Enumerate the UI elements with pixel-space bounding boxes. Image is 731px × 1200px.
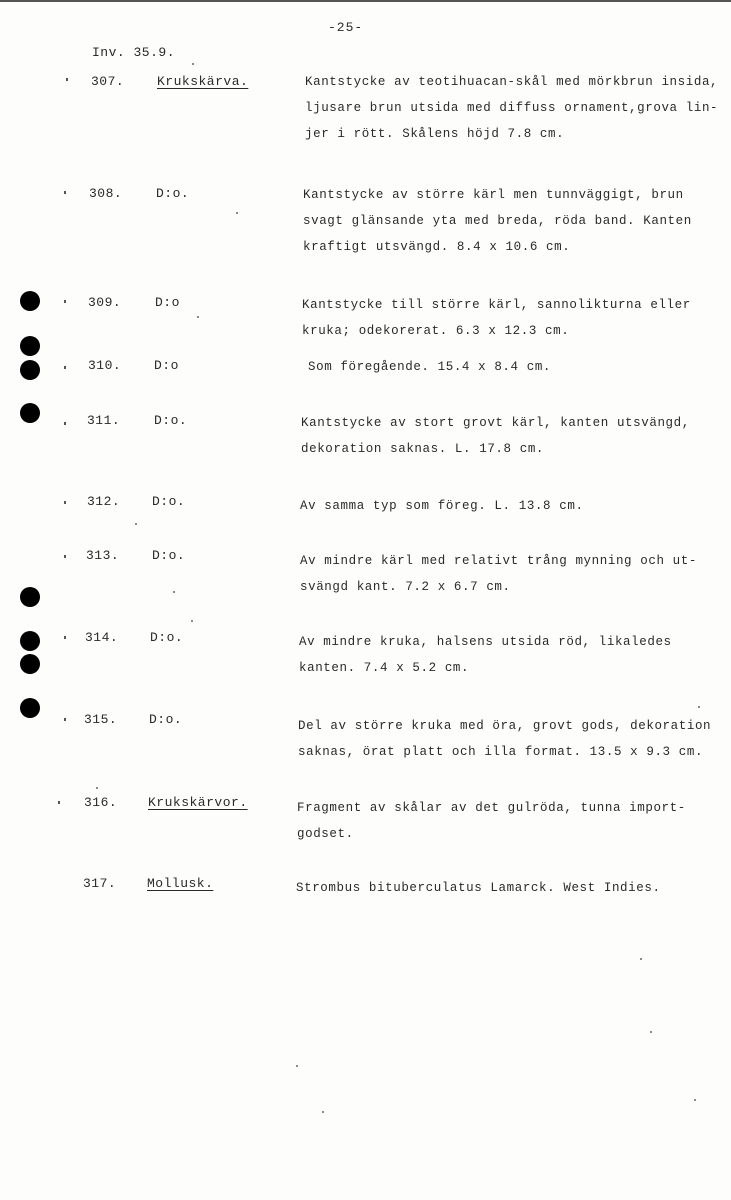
entry-description: [305, 69, 718, 147]
inventory-header: Inv. 35.9.: [92, 45, 176, 60]
paper-speck: [640, 958, 642, 960]
description-line: Av mindre kruka, halsens utsida röd, likaledes: [299, 635, 672, 649]
description-line: Del av större kruka med öra, grovt gods, dekoration: [298, 719, 712, 733]
entry-description: [299, 629, 672, 681]
description-line: svagt glänsande yta med breda, röda band. Kanten: [303, 214, 692, 228]
punch-hole-5: [20, 587, 40, 607]
entry-category: D:o.: [149, 712, 183, 727]
description-line: godset.: [297, 827, 354, 841]
entry-number: 308.: [89, 186, 123, 201]
entry-category: D:o.: [156, 186, 190, 201]
entry-category: D:o: [155, 295, 180, 310]
entry-category: D:o.: [152, 494, 186, 509]
margin-tick: [64, 422, 66, 425]
top-edge-rule: [0, 0, 731, 2]
entry-description: [308, 354, 551, 380]
paper-speck: [135, 523, 137, 525]
description-line: Kantstycke till större kärl, sannolikturna eller: [302, 298, 691, 312]
description-line: kruka; odekorerat. 6.3 x 12.3 cm.: [302, 324, 570, 338]
description-line: Strombus bituberculatus Lamarck. West Indies.: [296, 881, 661, 895]
description-line: Av samma typ som föreg. L. 13.8 cm.: [300, 499, 584, 513]
entry-category: D:o.: [150, 630, 184, 645]
punch-hole-1: [20, 291, 40, 311]
margin-tick: [64, 300, 66, 303]
description-line: dekoration saknas. L. 17.8 cm.: [301, 442, 545, 456]
entry-description: [300, 548, 697, 600]
description-line: Av mindre kärl med relativt trång mynning och ut-: [300, 554, 697, 568]
entry-category: Krukskärvor.: [148, 795, 248, 810]
description-line: Kantstycke av stort grovt kärl, kanten utsvängd,: [301, 416, 690, 430]
margin-tick: [64, 636, 66, 639]
entry-description: [297, 795, 686, 847]
entry-description: [303, 182, 692, 260]
entry-description: [298, 713, 711, 765]
punch-hole-3: [20, 360, 40, 380]
entry-number: 315.: [84, 712, 118, 727]
page-number: -25-: [328, 20, 364, 35]
paper-speck: [191, 620, 193, 622]
entry-category: D:o: [154, 358, 179, 373]
paper-speck: [650, 1031, 652, 1033]
description-line: svängd kant. 7.2 x 6.7 cm.: [300, 580, 511, 594]
punch-hole-7: [20, 654, 40, 674]
description-line: saknas, örat platt och illa format. 13.5 x 9.3 cm.: [298, 745, 704, 759]
description-line: Som föregående. 15.4 x 8.4 cm.: [308, 360, 552, 374]
paper-speck: [192, 63, 194, 65]
entry-description: [301, 410, 690, 462]
margin-tick: [64, 501, 66, 504]
entry-number: 311.: [87, 413, 121, 428]
paper-speck: [694, 1099, 696, 1101]
description-line: Kantstycke av större kärl men tunnväggigt, brun: [303, 188, 684, 202]
entry-number: 310.: [88, 358, 122, 373]
entry-description: [300, 493, 584, 519]
paper-speck: [296, 1065, 298, 1067]
paper-speck: [197, 316, 199, 318]
entry-category: D:o.: [152, 548, 186, 563]
entry-number: 317.: [83, 876, 117, 891]
margin-tick: [64, 366, 66, 369]
margin-tick: [66, 78, 68, 81]
entry-number: 316.: [84, 795, 118, 810]
punch-hole-6: [20, 631, 40, 651]
entry-number: 314.: [85, 630, 119, 645]
entry-category: Mollusk.: [147, 876, 214, 891]
entry-number: 307.: [91, 74, 125, 89]
punch-hole-4: [20, 403, 40, 423]
punch-hole-8: [20, 698, 40, 718]
entry-number: 312.: [87, 494, 121, 509]
paper-speck: [322, 1111, 324, 1113]
entry-category: D:o.: [154, 413, 188, 428]
description-line: kanten. 7.4 x 5.2 cm.: [299, 661, 470, 675]
margin-tick: [58, 801, 60, 804]
description-line: kraftigt utsvängd. 8.4 x 10.6 cm.: [303, 240, 571, 254]
margin-tick: [64, 555, 66, 558]
paper-speck: [173, 591, 175, 593]
paper-speck: [698, 706, 700, 708]
paper-speck: [96, 787, 98, 789]
margin-tick: [64, 718, 66, 721]
entry-number: 313.: [86, 548, 120, 563]
entry-description: [296, 875, 661, 901]
margin-tick: [64, 191, 66, 194]
description-line: ljusare brun utsida med diffuss ornament,grova lin-: [305, 101, 719, 115]
description-line: Fragment av skålar av det gulröda, tunna import-: [297, 801, 686, 815]
entry-description: [302, 292, 691, 344]
description-line: Kantstycke av teotihuacan-skål med mörkbrun insida,: [305, 75, 719, 89]
entry-number: 309.: [88, 295, 122, 310]
paper-speck: [236, 212, 238, 214]
punch-hole-2: [20, 336, 40, 356]
description-line: jer i rött. Skålens höjd 7.8 cm.: [305, 127, 565, 141]
entry-category: Krukskärva.: [157, 74, 249, 89]
